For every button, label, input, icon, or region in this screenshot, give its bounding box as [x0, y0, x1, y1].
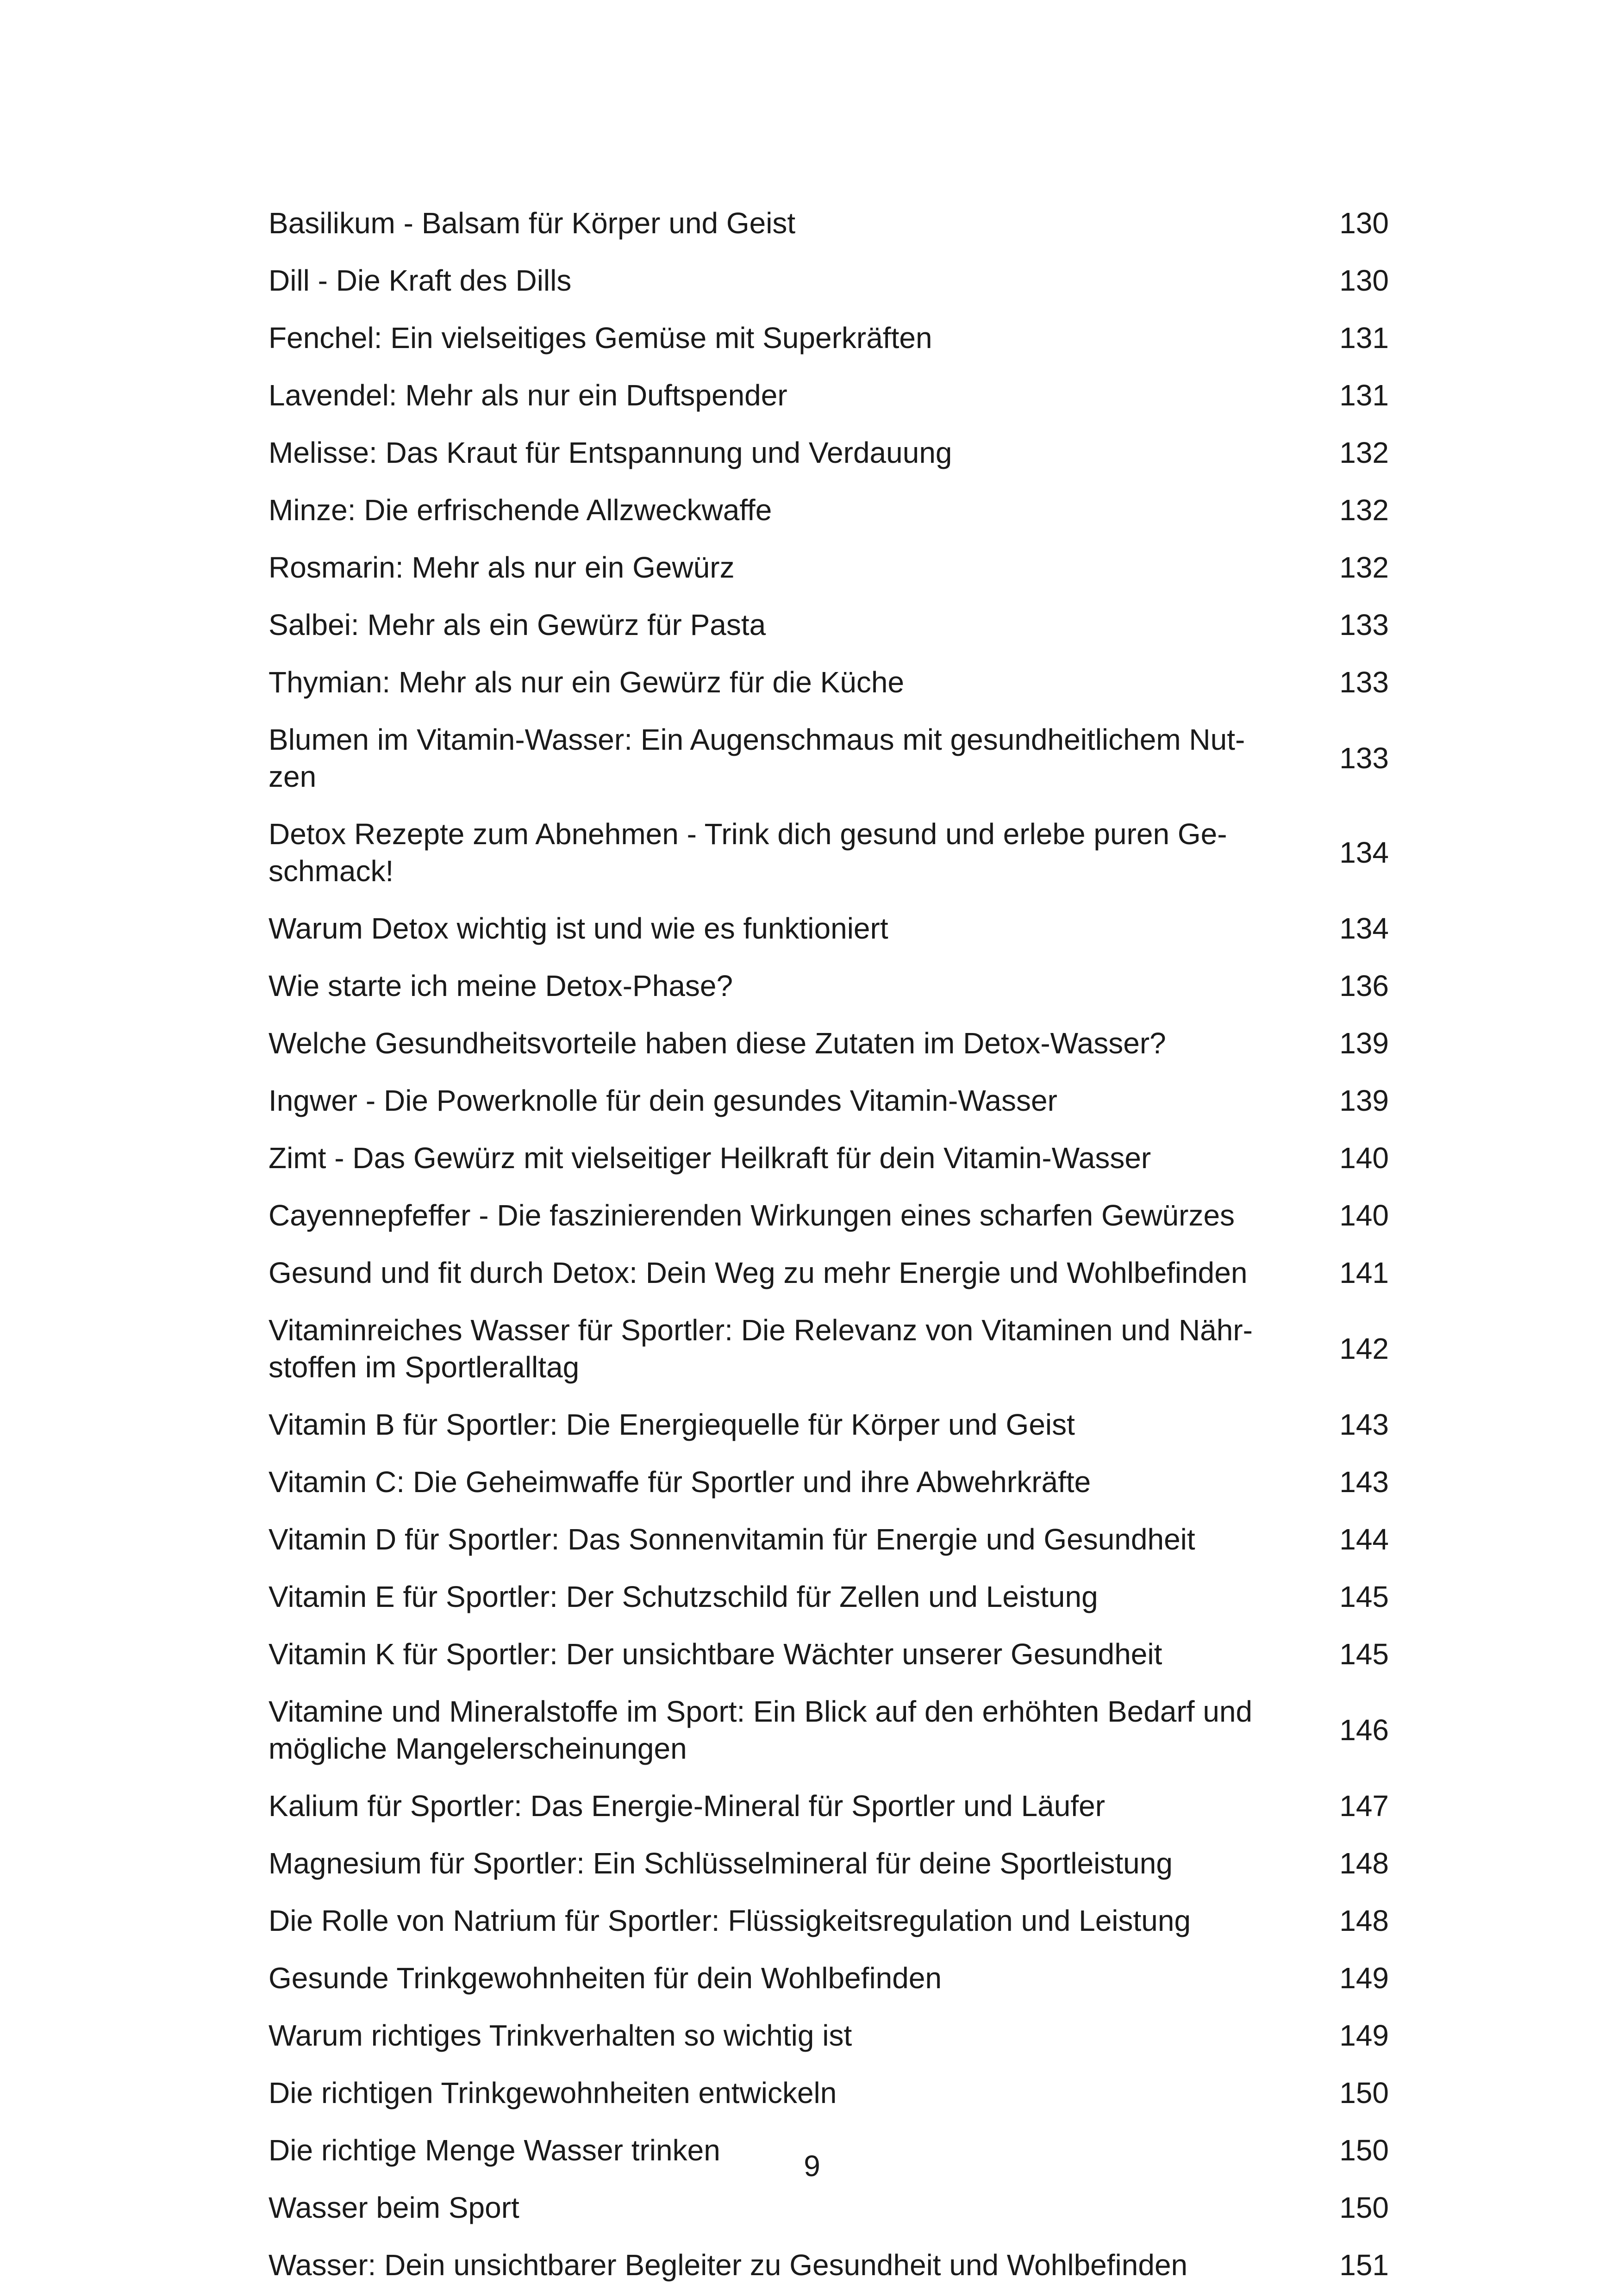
toc-entry-title: Warum richtiges Trinkverhalten so wichtig ist [269, 2019, 852, 2052]
toc-entry-page: 148 [1339, 1904, 1389, 1937]
toc-entry-title: Vitamin C: Die Geheimwaffe für Sportler und ihre Abwehrkräfte [269, 1465, 1091, 1499]
toc-entry-title: Vitamin E für Sportler: Der Schutzschild für Zellen und Leistung [269, 1580, 1098, 1613]
toc-entry [269, 1949, 1389, 2007]
toc-entry-page: 148 [1339, 1847, 1389, 1880]
toc-entry-page: 150 [1339, 2076, 1389, 2109]
table-of-contents [269, 194, 1389, 2294]
toc-entry [269, 367, 1389, 424]
toc-entry-page: 144 [1339, 1523, 1389, 1556]
toc-entry-page: 147 [1339, 1789, 1389, 1823]
toc-entry [269, 481, 1389, 539]
toc-entry-page: 132 [1339, 551, 1389, 584]
toc-entry-title: Vitamin B für Sportler: Die Energiequelle für Körper und Geist [269, 1408, 1075, 1441]
toc-entry-title: Vitaminreiches Wasser für Sportler: Die Relevanz von Vitaminen und Nähr- stoffen im Sportleralltag [269, 1313, 1253, 1384]
toc-entry-page: 133 [1339, 666, 1389, 699]
toc-entry [269, 1683, 1389, 1777]
toc-entry-page: 141 [1339, 1256, 1389, 1289]
toc-entry-title: Basilikum - Balsam für Körper und Geist [269, 206, 796, 240]
toc-entry [269, 2007, 1389, 2064]
toc-entry-title: Dill - Die Kraft des Dills [269, 264, 572, 297]
toc-entry [269, 1014, 1389, 1072]
toc-entry-title: Vitamin D für Sportler: Das Sonnenvitamin für Energie und Gesundheit [269, 1523, 1195, 1556]
toc-entry [269, 1301, 1389, 1396]
toc-entry-page: 133 [1339, 608, 1389, 641]
toc-entry [269, 805, 1389, 900]
toc-entry-title: Wie starte ich meine Detox-Phase? [269, 969, 733, 1002]
toc-entry [269, 252, 1389, 309]
toc-entry-page: 150 [1339, 2191, 1389, 2224]
toc-entry-page: 133 [1339, 741, 1389, 775]
toc-entry-title: Wasser beim Sport [269, 2191, 519, 2224]
toc-entry-title: Salbei: Mehr als ein Gewürz für Pasta [269, 608, 766, 641]
toc-entry-title: Lavendel: Mehr als nur ein Duftspender [269, 379, 787, 412]
toc-entry [269, 1568, 1389, 1625]
toc-entry-page: 143 [1339, 1408, 1389, 1441]
toc-entry [269, 2179, 1389, 2236]
toc-entry [269, 424, 1389, 481]
toc-entry-title: Die Rolle von Natrium für Sportler: Flüssigkeitsregulation und Leistung [269, 1904, 1191, 1937]
toc-entry-page: 130 [1339, 264, 1389, 297]
toc-entry [269, 1187, 1389, 1244]
toc-entry-title: Thymian: Mehr als nur ein Gewürz für die Küche [269, 666, 905, 699]
toc-entry-page: 132 [1339, 436, 1389, 469]
toc-entry-page: 134 [1339, 912, 1389, 945]
toc-entry [269, 1625, 1389, 1683]
toc-entry [269, 653, 1389, 711]
toc-entry [269, 596, 1389, 653]
toc-entry [269, 1072, 1389, 1129]
toc-entry-page: 130 [1339, 206, 1389, 240]
toc-entry-page: 142 [1339, 1332, 1389, 1365]
toc-entry-title: Vitamin K für Sportler: Der unsichtbare Wächter unserer Gesundheit [269, 1637, 1162, 1671]
toc-entry-title: Die richtigen Trinkgewohnheiten entwickeln [269, 2076, 837, 2109]
toc-entry-title: Minze: Die erfrischende Allzweckwaffe [269, 493, 772, 527]
toc-entry-page: 140 [1339, 1199, 1389, 1232]
toc-entry [269, 957, 1389, 1014]
toc-entry-page: 150 [1339, 2134, 1389, 2167]
toc-entry-title: Vitamine und Mineralstoffe im Sport: Ein Blick auf den erhöhten Bedarf und mögliche Mangelerscheinungen [269, 1695, 1253, 1765]
toc-entry [269, 309, 1389, 367]
toc-entry-title: Gesunde Trinkgewohnheiten für dein Wohlbefinden [269, 1961, 942, 1995]
toc-entry-title: Fenchel: Ein vielseitiges Gemüse mit Superkräften [269, 321, 932, 355]
toc-entry-title: Gesund und fit durch Detox: Dein Weg zu mehr Energie und Wohlbefinden [269, 1256, 1248, 1289]
toc-entry-page: 131 [1339, 321, 1389, 355]
toc-entry-title: Blumen im Vitamin-Wasser: Ein Augenschmaus mit gesundheitlichem Nut- zen [269, 723, 1245, 793]
toc-entry-page: 140 [1339, 1141, 1389, 1175]
toc-entry [269, 1777, 1389, 1835]
toc-entry-title: Rosmarin: Mehr als nur ein Gewürz [269, 551, 735, 584]
toc-entry-page: 145 [1339, 1637, 1389, 1671]
toc-entry-page: 151 [1339, 2248, 1389, 2282]
toc-entry-title: Die richtige Menge Wasser trinken [269, 2134, 720, 2167]
toc-entry-page: 143 [1339, 1465, 1389, 1499]
toc-entry-page: 136 [1339, 969, 1389, 1002]
toc-entry [269, 1892, 1389, 1949]
toc-entry-title: Cayennepfeffer - Die faszinierenden Wirkungen eines scharfen Gewürzes [269, 1199, 1235, 1232]
toc-entry [269, 2236, 1389, 2294]
toc-entry-title: Magnesium für Sportler: Ein Schlüsselmineral für deine Sportleistung [269, 1847, 1173, 1880]
toc-entry [269, 1453, 1389, 1511]
toc-entry [269, 194, 1389, 252]
toc-entry-page: 146 [1339, 1713, 1389, 1747]
toc-entry [269, 1396, 1389, 1453]
toc-entry [269, 2064, 1389, 2122]
toc-entry [269, 1244, 1389, 1301]
toc-entry-page: 149 [1339, 2019, 1389, 2052]
toc-entry-title: Welche Gesundheitsvorteile haben diese Zutaten im Detox-Wasser? [269, 1027, 1166, 1060]
toc-entry-page: 134 [1339, 836, 1389, 869]
toc-entry-title: Ingwer - Die Powerknolle für dein gesundes Vitamin-Wasser [269, 1084, 1057, 1117]
toc-entry [269, 1835, 1389, 1892]
toc-entry-title: Wasser: Dein unsichtbarer Begleiter zu Gesundheit und Wohlbefinden [269, 2248, 1188, 2282]
toc-entry-title: Kalium für Sportler: Das Energie-Mineral für Sportler und Läufer [269, 1789, 1106, 1823]
toc-entry-title: Melisse: Das Kraut für Entspannung und Verdauung [269, 436, 952, 469]
toc-entry [269, 1511, 1389, 1568]
page-number: 9 [804, 2149, 820, 2183]
toc-entry-page: 139 [1339, 1084, 1389, 1117]
toc-entry-page: 145 [1339, 1580, 1389, 1613]
toc-entry-title: Detox Rezepte zum Abnehmen - Trink dich gesund und erlebe puren Ge- schmack! [269, 817, 1227, 888]
toc-entry [269, 539, 1389, 596]
toc-entry-page: 131 [1339, 379, 1389, 412]
toc-entry-page: 139 [1339, 1027, 1389, 1060]
toc-entry-title: Zimt - Das Gewürz mit vielseitiger Heilkraft für dein Vitamin-Wasser [269, 1141, 1151, 1175]
toc-entry [269, 711, 1389, 805]
toc-entry [269, 1129, 1389, 1187]
toc-entry-page: 149 [1339, 1961, 1389, 1995]
toc-entry-page: 132 [1339, 493, 1389, 527]
toc-entry [269, 900, 1389, 957]
toc-entry-title: Warum Detox wichtig ist und wie es funktioniert [269, 912, 888, 945]
